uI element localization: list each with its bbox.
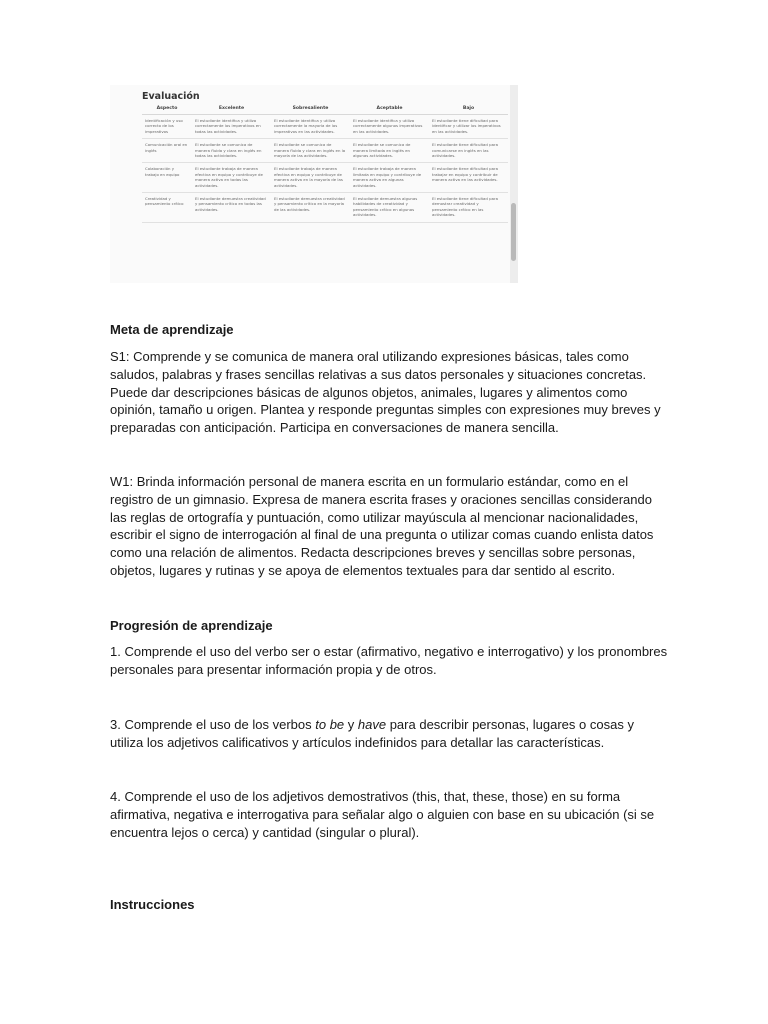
- rubric-title: Evaluación: [142, 91, 200, 102]
- progresion-item-3: [110, 716, 670, 752]
- rubric-cell: Colaboración y trabajo en equipo: [142, 163, 192, 193]
- progresion-item-4: 4. Comprende el uso de los adjetivos demostrativos (this, that, these, those) en su forma afirmativa, negativa e interrogativa para señalar algo o alguien con base en su ubicación (si se encuentra lejos o cerca) y cantidad (singular o plural).: [110, 789, 655, 840]
- rubric-scrollbar[interactable]: [510, 85, 518, 283]
- rubric-cell: El estudiante identifica y utiliza correctamente la mayoría de los imperativos en las actividades.: [271, 115, 350, 139]
- rubric-cell: El estudiante trabaja de manera limitada en equipo y contribuye de manera activa en algunas actividades.: [350, 163, 429, 193]
- rubric-header-row: [142, 105, 508, 115]
- rubric-table: [142, 105, 508, 223]
- progresion-item-3-term-1: to be: [315, 717, 345, 732]
- rubric-header-aspecto: Aspecto: [142, 105, 192, 115]
- rubric-cell: El estudiante tiene dificultad para identificar y utilizar los imperativos en las actividades.: [429, 115, 508, 139]
- rubric-cell: El estudiante tiene dificultad para comunicarse en inglés en las actividades.: [429, 139, 508, 163]
- rubric-panel: [110, 85, 510, 283]
- rubric-cell: El estudiante tiene dificultad para demostrar creatividad y pensamiento crítico en las actividades.: [429, 193, 508, 223]
- progresion-item-3-text: 3. Comprende el uso de los verbos: [110, 717, 316, 732]
- rubric-cell: Comunicación oral en inglés: [142, 139, 192, 163]
- rubric-cell: El estudiante trabaja de manera efectiva en equipo y contribuye de manera activa en la mayoría de las actividades.: [271, 163, 350, 193]
- rubric-cell: El estudiante identifica y utiliza correctamente los imperativos en todas las actividades.: [192, 115, 271, 139]
- rubric-cell: Creatividad y pensamiento crítico: [142, 193, 192, 223]
- rubric-cell: El estudiante demuestra creatividad y pensamiento crítico en todas las actividades.: [192, 193, 271, 223]
- rubric-header-sobresaliente: Sobresaliente: [271, 105, 350, 115]
- rubric-screenshot: [110, 85, 518, 283]
- rubric-header-bajo: Bajo: [429, 105, 508, 115]
- rubric-scroll-thumb[interactable]: [511, 203, 516, 261]
- rubric-row: [142, 139, 508, 163]
- progresion-heading: Progresión de aprendizaje: [110, 618, 273, 633]
- meta-w1-paragraph: W1: Brinda información personal de manera escrita en un formulario estándar, como en el registro de un gimnasio. Expresa de manera escrita frases y oraciones sencillas considerando las reglas de ortografía y puntuación, como utilizar mayúscula al mencionar nacionalidades, escribir el signo de interrogación al final de una pregunta o utilizar comas cuando enlista datos como una relación de alimentos. Redacta descripciones breves y sencillas sobre personas, objetos, lugares y rutinas y se apoya de elementos textuales para dar sentido al escrito.: [110, 474, 654, 578]
- progresion-item-3-text: y: [344, 717, 358, 732]
- rubric-cell: El estudiante demuestra algunas habilidades de creatividad y pensamiento crítico en algunas actividades.: [350, 193, 429, 223]
- rubric-cell: El estudiante demuestra creatividad y pensamiento crítico en la mayoría de las actividades.: [271, 193, 350, 223]
- rubric-row: [142, 115, 508, 139]
- progresion-item-1: 1. Comprende el uso del verbo ser o estar (afirmativo, negativo e interrogativo) y los pronombres personales para presentar información propia y de otros.: [110, 644, 668, 677]
- instrucciones-heading: Instrucciones: [110, 897, 195, 912]
- meta-heading: Meta de aprendizaje: [110, 322, 234, 337]
- rubric-cell: El estudiante tiene dificultad para trabajar en equipo y contribuir de manera activa en las actividades.: [429, 163, 508, 193]
- rubric-cell: El estudiante se comunica de manera limitada en inglés en algunas actividades.: [350, 139, 429, 163]
- progresion-item-3-text: para describir personas, lugares o cosas y utiliza los adjetivos calificativos y artículos indefinidos para detallar las características.: [110, 717, 634, 750]
- rubric-row: [142, 193, 508, 223]
- rubric-cell: El estudiante trabaja de manera efectiva en equipo y contribuye de manera activa en todas las actividades.: [192, 163, 271, 193]
- rubric-row: [142, 163, 508, 193]
- rubric-cell: El estudiante identifica y utiliza correctamente algunos imperativos en las actividades.: [350, 115, 429, 139]
- rubric-header-excelente: Excelente: [192, 105, 271, 115]
- meta-s1-paragraph: S1: Comprende y se comunica de manera oral utilizando expresiones básicas, tales como saludos, palabras y frases sencillas relativas a sus datos personales y situaciones concretas. Puede dar descripciones básicas de algunos objetos, animales, lugares y alimentos como opinión, tamaño u origen. Plantea y responde preguntas simples con expresiones muy breves y preparadas con anticipación. Participa en conversaciones de manera sencilla.: [110, 349, 661, 436]
- progresion-item-3-term-2: have: [357, 717, 387, 732]
- rubric-cell: El estudiante se comunica de manera fluida y clara en inglés en todas las actividades.: [192, 139, 271, 163]
- rubric-cell: El estudiante se comunica de manera fluida y clara en inglés en la mayoría de las actividades.: [271, 139, 350, 163]
- rubric-cell: Identificación y uso correcto de los imperativos: [142, 115, 192, 139]
- rubric-header-aceptable: Aceptable: [350, 105, 429, 115]
